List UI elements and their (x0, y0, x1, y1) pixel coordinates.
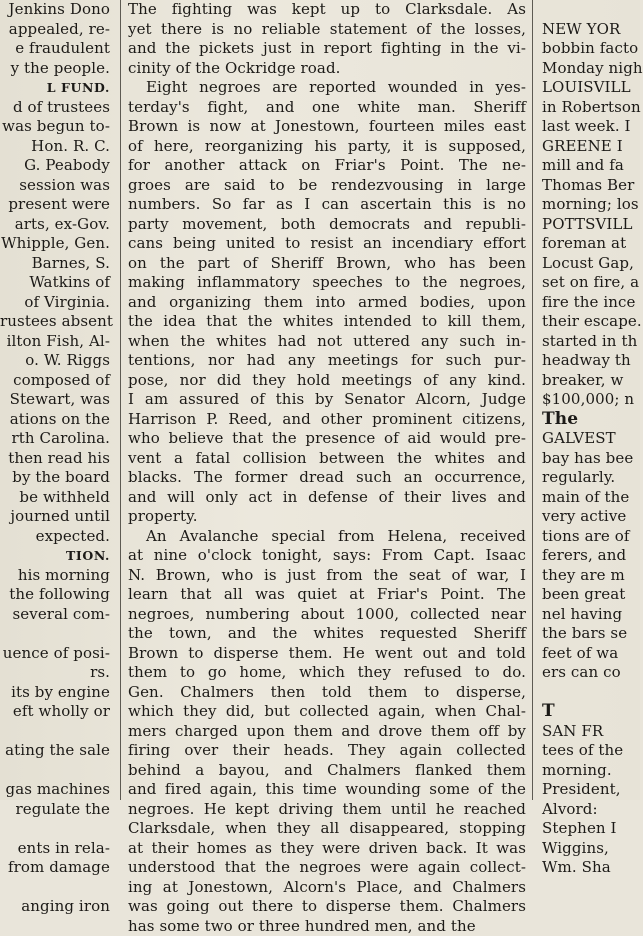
text-line: by the board (0, 468, 112, 488)
text-line: which they did, but collected again, when Chal- (128, 702, 526, 722)
text-line: composed of (0, 371, 112, 391)
text-line (0, 722, 112, 742)
text-line: rustees absent (0, 312, 112, 332)
text-line: Brown to disperse them. He went out and told (128, 644, 526, 664)
text-line: negroes, numbering about 1000, collected near (128, 605, 526, 625)
text-line: was begun to- (0, 117, 112, 137)
middle-column (128, 0, 526, 800)
text-line (540, 0, 640, 20)
text-line: $100,000; n (540, 390, 640, 410)
text-line: gas machines (0, 780, 112, 800)
text-line: President, (540, 780, 640, 800)
text-line: was going out there to disperse them. Chalmers (128, 897, 526, 917)
text-line: and organizing them into armed bodies, upon (128, 293, 526, 313)
left-column (0, 0, 112, 800)
text-line: The fighting was kept up to Clarksdale. As (128, 0, 526, 20)
text-line: N. Brown, who is just from the seat of war, I (128, 566, 526, 586)
text-line: I am assured of this by Senator Alcorn, Judge (128, 390, 526, 410)
text-line: tions are of (540, 527, 640, 547)
text-line: GREENE I (540, 137, 640, 157)
text-line: ents in rela- (0, 839, 112, 859)
text-line: then read his (0, 449, 112, 469)
text-line: who believe that the presence of aid would pre- (128, 429, 526, 449)
text-line: they are m (540, 566, 640, 586)
column-rule (120, 0, 121, 800)
text-line: d of trustees (0, 98, 112, 118)
text-line: Brown is now at Jonestown, fourteen miles east (128, 117, 526, 137)
text-line: ating the sale (0, 741, 112, 761)
text-line: ilton Fish, Al- (0, 332, 112, 352)
text-line: and will only act in defense of their lives and (128, 488, 526, 508)
text-line: anging iron (0, 897, 112, 917)
text-line: An Avalanche special from Helena, received (128, 527, 526, 547)
text-line: their escape. (540, 312, 640, 332)
text-line: them to go home, which they refused to do. (128, 663, 526, 683)
text-line: feet of wa (540, 644, 640, 664)
text-line: at nine o'clock tonight, says: From Capt. Isaac (128, 546, 526, 566)
text-line: and the pickets just in report fighting in the vi- (128, 39, 526, 59)
text-line (540, 683, 640, 703)
text-line: ations on the (0, 410, 112, 430)
text-line (0, 819, 112, 839)
text-line: at their homes as they were driven back. It was (128, 839, 526, 859)
text-line: GALVEST (540, 429, 640, 449)
text-line: the town, and the whites requested Sheriff (128, 624, 526, 644)
text-line: morning. (540, 761, 640, 781)
text-line: Eight negroes are reported wounded in yes- (128, 78, 526, 98)
text-line: journed until (0, 507, 112, 527)
text-line: mers charged upon them and drove them off by (128, 722, 526, 742)
text-line: breaker, w (540, 371, 640, 391)
text-line: making inflammatory speeches to the negroes, (128, 273, 526, 293)
text-line: nel having (540, 605, 640, 625)
text-line: party movement, both democrats and republi- (128, 215, 526, 235)
text-line: Stewart, was (0, 390, 112, 410)
text-line: has some two or three hundred men, and the (128, 917, 526, 936)
text-line: blacks. The former dread such an occurrence, (128, 468, 526, 488)
text-line: its by engine (0, 683, 112, 703)
text-line: cans being united to resist an incendiary effort (128, 234, 526, 254)
text-line: for another attack on Friar's Point. The ne- (128, 156, 526, 176)
text-line: last week. I (540, 117, 640, 137)
text-line: morning; los (540, 195, 640, 215)
text-line: several com- (0, 605, 112, 625)
text-line: groes are said to be rendezvousing in large (128, 176, 526, 196)
text-line: regulate the (0, 800, 112, 820)
text-line: ferers, and (540, 546, 640, 566)
text-line: POTTSVILL (540, 215, 640, 235)
text-line: Wm. Sha (540, 858, 640, 878)
section-heading: TION. (0, 546, 112, 566)
text-line: Alvord: (540, 800, 640, 820)
text-line: regularly. (540, 468, 640, 488)
text-line: of Virginia. (0, 293, 112, 313)
right-column (540, 0, 640, 800)
text-line: cinity of the Ockridge road. (128, 59, 526, 79)
text-line: LOUISVILL (540, 78, 640, 98)
column-rule (532, 0, 533, 800)
text-line: eft wholly or (0, 702, 112, 722)
text-line: behind a bayou, and Chalmers flanked them (128, 761, 526, 781)
text-line: the bars se (540, 624, 640, 644)
text-line (0, 878, 112, 898)
text-line: present were (0, 195, 112, 215)
text-line: o. W. Riggs (0, 351, 112, 371)
text-line: fire the ince (540, 293, 640, 313)
text-line: Locust Gap, (540, 254, 640, 274)
text-line: mill and fa (540, 156, 640, 176)
text-line: negroes. He kept driving them until he reached (128, 800, 526, 820)
text-line: tentions, nor had any meetings for such pur- (128, 351, 526, 371)
text-line: Clarksdale, when they all disappeared, stopping (128, 819, 526, 839)
text-line: very active (540, 507, 640, 527)
text-line: Barnes, S. (0, 254, 112, 274)
text-line: be withheld (0, 488, 112, 508)
text-line: when the whites had not uttered any such in- (128, 332, 526, 352)
text-line: on the part of Sheriff Brown, who has been (128, 254, 526, 274)
text-line (0, 761, 112, 781)
text-line: tees of the (540, 741, 640, 761)
text-line: arts, ex-Gov. (0, 215, 112, 235)
text-line: y the people. (0, 59, 112, 79)
text-line: rth Carolina. (0, 429, 112, 449)
text-line: in Robertson (540, 98, 640, 118)
text-line: been great (540, 585, 640, 605)
text-line: of here, reorganizing his party, it is supposed, (128, 137, 526, 157)
text-line: Thomas Ber (540, 176, 640, 196)
text-line: Harrison P. Reed, and other prominent citizens, (128, 410, 526, 430)
text-line (0, 624, 112, 644)
text-line: headway th (540, 351, 640, 371)
text-line: yet there is no reliable statement of the losses, (128, 20, 526, 40)
text-line: e fraudulent (0, 39, 112, 59)
text-line: numbers. So far as I can ascertain this is no (128, 195, 526, 215)
section-heading: L FUND. (0, 78, 112, 98)
text-line: G. Peabody (0, 156, 112, 176)
text-line: SAN FR (540, 722, 640, 742)
text-line: his morning (0, 566, 112, 586)
section-heading: The (540, 410, 640, 430)
text-line: Stephen I (540, 819, 640, 839)
text-line: understood that the negroes were again collect- (128, 858, 526, 878)
text-line: firing over their heads. They again collected (128, 741, 526, 761)
text-line: Whipple, Gen. (0, 234, 112, 254)
text-line: Watkins of (0, 273, 112, 293)
section-heading: T (540, 702, 640, 722)
text-line: terday's fight, and one white man. Sheriff (128, 98, 526, 118)
text-line: Monday nigh (540, 59, 640, 79)
text-line: property. (128, 507, 526, 527)
text-line: NEW YOR (540, 20, 640, 40)
text-line: and fired again, this time wounding some of the (128, 780, 526, 800)
text-line: Hon. R. C. (0, 137, 112, 157)
text-line: ers can co (540, 663, 640, 683)
text-line: vent a fatal collision between the whites and (128, 449, 526, 469)
text-line: from damage (0, 858, 112, 878)
text-line: main of the (540, 488, 640, 508)
text-line: started in th (540, 332, 640, 352)
text-line: appealed, re- (0, 20, 112, 40)
text-line: expected. (0, 527, 112, 547)
text-line: foreman at (540, 234, 640, 254)
text-line: uence of posi- (0, 644, 112, 664)
text-line: session was (0, 176, 112, 196)
text-line: set on fire, a (540, 273, 640, 293)
text-line: the following (0, 585, 112, 605)
text-line: bobbin facto (540, 39, 640, 59)
text-line: bay has bee (540, 449, 640, 469)
text-line: Jenkins Dono (0, 0, 112, 20)
text-line: pose, nor did they hold meetings of any kind. (128, 371, 526, 391)
text-line: ing at Jonestown, Alcorn's Place, and Chalmers (128, 878, 526, 898)
text-line: Wiggins, (540, 839, 640, 859)
text-line: Gen. Chalmers then told them to disperse, (128, 683, 526, 703)
text-line: the idea that the whites intended to kill them, (128, 312, 526, 332)
text-line: rs. (0, 663, 112, 683)
text-line: learn that all was quiet at Friar's Point. The (128, 585, 526, 605)
